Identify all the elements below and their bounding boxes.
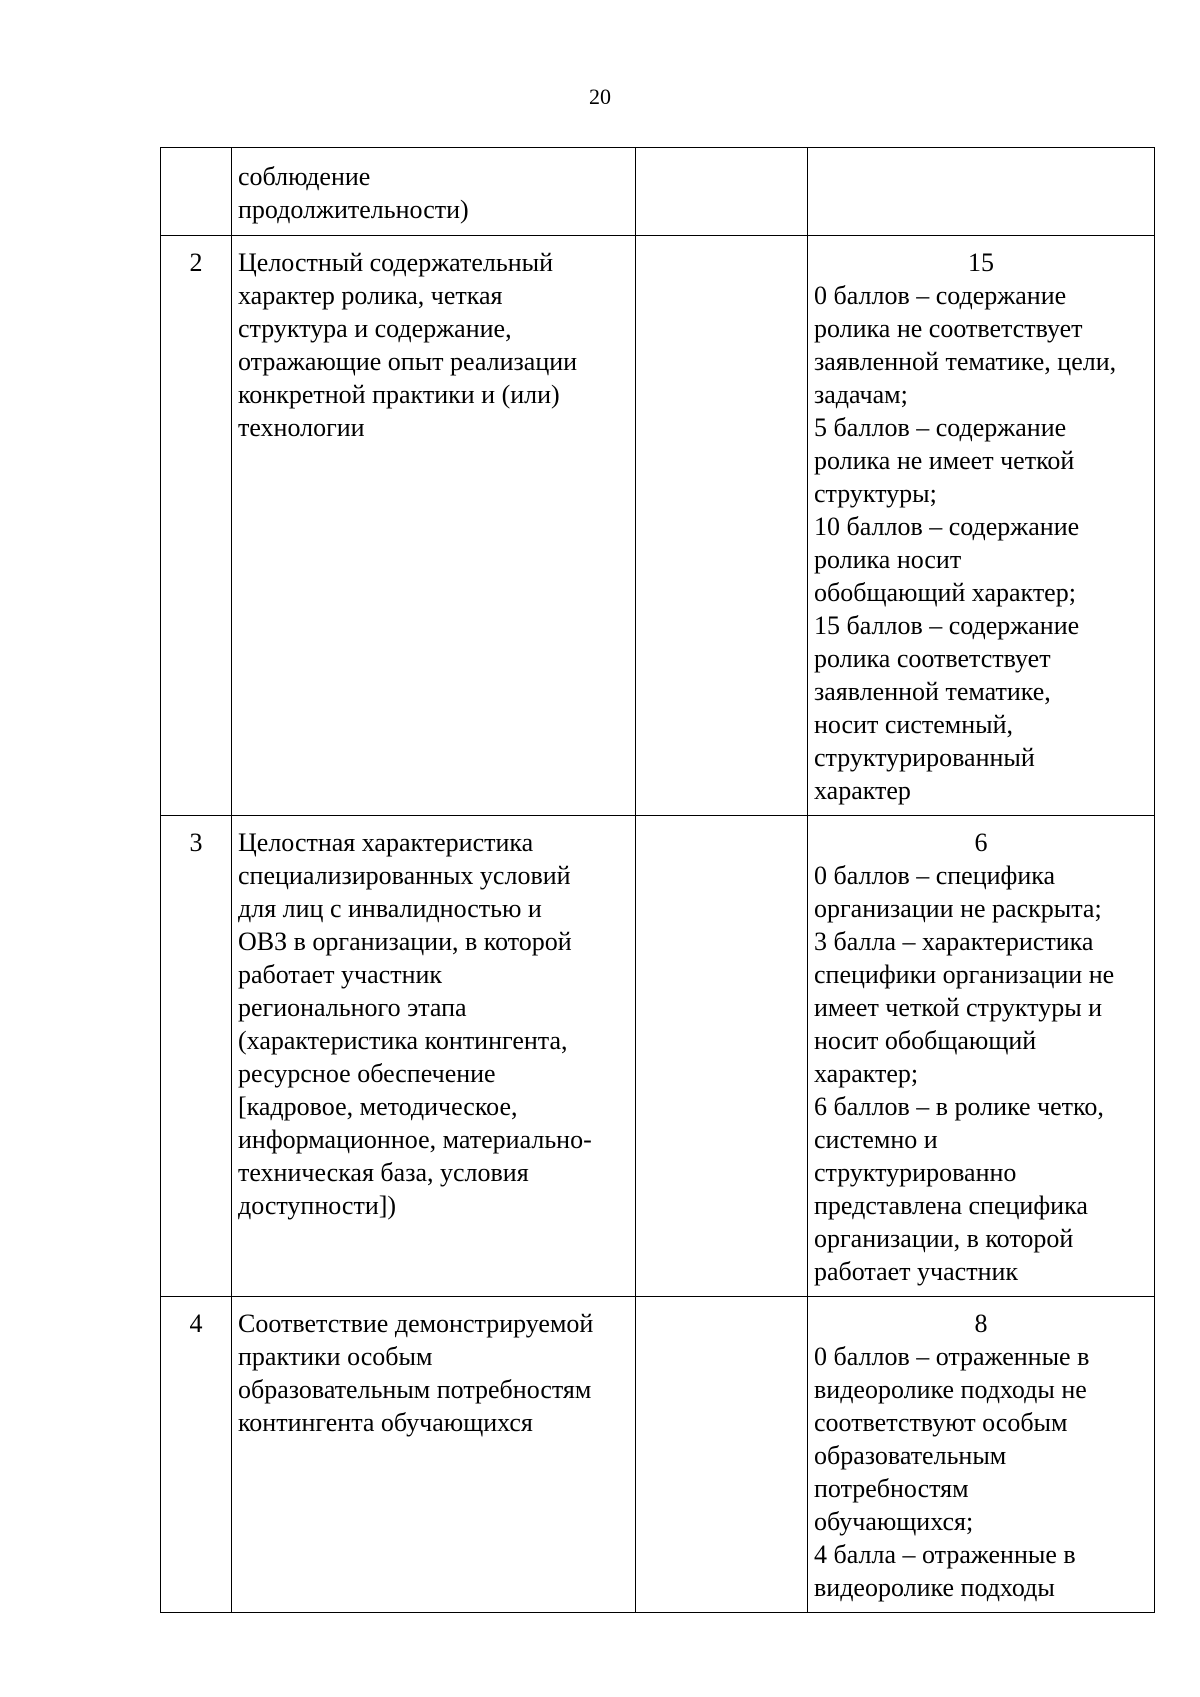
score-line: характер; (814, 1059, 919, 1088)
criterion-line: практики особым (238, 1342, 433, 1371)
row-number: 3 (161, 816, 232, 1297)
criterion-line: [кадровое, методическое, (238, 1092, 518, 1121)
score-line: специфики организации не (814, 960, 1115, 989)
score-line: ролика соответствует (814, 644, 1051, 673)
page-number: 20 (589, 84, 611, 109)
score-line: 0 баллов – специфика (814, 861, 1056, 890)
score-max: 8 (974, 1309, 988, 1338)
score-line: 4 балла – отраженные в (814, 1540, 1076, 1569)
score-line: соответствуют особым (814, 1408, 1068, 1437)
criterion-line: (характеристика контингента, (238, 1026, 568, 1055)
empty-cell (636, 1297, 808, 1613)
criterion-line: образовательным потребностям (238, 1375, 592, 1404)
score-line: заявленной тематике, (814, 677, 1051, 706)
criterion-line: соблюдение (238, 162, 371, 191)
row-number: 2 (161, 236, 232, 816)
score-cell (808, 148, 1155, 236)
score-line: потребностям (814, 1474, 969, 1503)
score-line: структурированный (814, 743, 1035, 772)
score-line: ролика не соответствует (814, 314, 1083, 343)
score-line: обучающихся; (814, 1507, 974, 1536)
score-cell (808, 236, 1155, 816)
criterion-line: Целостный содержательный (238, 248, 554, 277)
row-number (161, 148, 232, 236)
score-line: 15 баллов – содержание (814, 611, 1080, 640)
criterion-line: для лиц с инвалидностью и (238, 894, 542, 923)
empty-cell (636, 236, 808, 816)
score-line: 6 баллов – в ролике четко, (814, 1092, 1104, 1121)
criterion-line: Целостная характеристика (238, 828, 534, 857)
score-line: представлена специфика (814, 1191, 1088, 1220)
criterion-line: доступности]) (238, 1191, 397, 1220)
criterion-line: техническая база, условия (238, 1158, 529, 1187)
table-row (161, 148, 1155, 236)
score-cell (808, 816, 1155, 1297)
score-line: носит системный, (814, 710, 1014, 739)
score-line: имеет четкой структуры и (814, 993, 1103, 1022)
table-row (161, 236, 1155, 816)
table-row (161, 816, 1155, 1297)
criterion-line: работает участник (238, 960, 443, 989)
criterion-cell (232, 148, 636, 236)
criterion-line: специализированных условий (238, 861, 571, 890)
criterion-cell (232, 816, 636, 1297)
criterion-line: технологии (238, 413, 365, 442)
score-line: 10 баллов – содержание (814, 512, 1080, 541)
score-line: 5 баллов – содержание (814, 413, 1067, 442)
score-line: носит обобщающий (814, 1026, 1037, 1055)
criterion-line: регионального этапа (238, 993, 467, 1022)
criterion-cell (232, 1297, 636, 1613)
criterion-line: ОВЗ в организации, в которой (238, 927, 572, 956)
score-line: 0 баллов – содержание (814, 281, 1067, 310)
row-number: 4 (161, 1297, 232, 1613)
criterion-line: отражающие опыт реализации (238, 347, 578, 376)
score-line: 3 балла – характеристика (814, 927, 1094, 956)
score-line: организации не раскрыта; (814, 894, 1102, 923)
score-line: заявленной тематике, цели, (814, 347, 1117, 376)
criterion-line: конкретной практики и (или) (238, 380, 560, 409)
score-line: видеоролике подходы не (814, 1375, 1087, 1404)
criteria-table (160, 147, 1155, 1613)
criterion-line: контингента обучающихся (238, 1408, 533, 1437)
criterion-line: продолжительности) (238, 195, 469, 224)
score-line: структуры; (814, 479, 937, 508)
criterion-line: характер ролика, четкая (238, 281, 503, 310)
score-line: образовательным (814, 1441, 1007, 1470)
criterion-cell (232, 236, 636, 816)
score-line: системно и (814, 1125, 938, 1154)
score-line: ролика не имеет четкой (814, 446, 1075, 475)
score-max: 15 (968, 248, 994, 277)
criteria-table-body (161, 148, 1155, 1613)
score-line: работает участник (814, 1257, 1019, 1286)
table-row (161, 1297, 1155, 1613)
criterion-line: информационное, материально- (238, 1125, 592, 1154)
criterion-line: ресурсное обеспечение (238, 1059, 496, 1088)
score-line: характер (814, 776, 911, 805)
score-line: 0 баллов – отраженные в (814, 1342, 1090, 1371)
criterion-line: Соответствие демонстрируемой (238, 1309, 594, 1338)
score-line: ролика носит (814, 545, 962, 574)
criterion-line: структура и содержание, (238, 314, 512, 343)
score-line: организации, в которой (814, 1224, 1074, 1253)
score-max: 6 (974, 828, 988, 857)
empty-cell (636, 148, 808, 236)
score-line: задачам; (814, 380, 908, 409)
score-line: структурированно (814, 1158, 1017, 1187)
score-line: видеоролике подходы (814, 1573, 1055, 1602)
score-line: обобщающий характер; (814, 578, 1076, 607)
score-cell (808, 1297, 1155, 1613)
empty-cell (636, 816, 808, 1297)
